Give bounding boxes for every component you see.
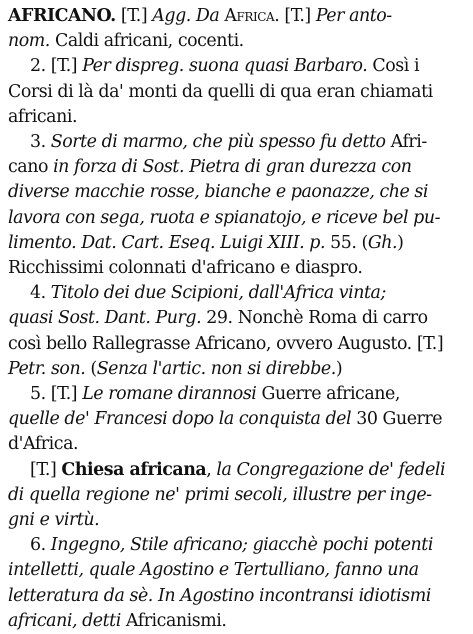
- text-line: [8, 558, 465, 583]
- example-text: d'Africa.: [8, 434, 79, 455]
- text-line: [8, 54, 465, 79]
- text-line: [8, 407, 465, 432]
- text-line: [8, 432, 465, 457]
- source-tag: [T.]: [30, 459, 62, 480]
- text-line: [8, 483, 465, 508]
- citation-text: limento. Dat. Cart. Eseq. Luigi XIII. p.: [8, 232, 326, 253]
- sense-number: 2. [T.]: [30, 56, 83, 77]
- definition-text: letteratura da sè. In Agostino incontransi idiotismi: [8, 585, 431, 606]
- sense-4-paragraph: [8, 281, 465, 306]
- example-text: Corsi di là da' monti da quelli di qua eran chiamati: [8, 81, 433, 102]
- definition-text: quelle de' Francesi dopo la conquista del: [8, 409, 352, 430]
- usage-note: nom.: [8, 31, 50, 52]
- text-line: [8, 231, 465, 256]
- sub-headword: Chiesa africana: [61, 459, 207, 480]
- example-text: Africanismi.: [120, 610, 227, 631]
- text-line: [8, 130, 465, 155]
- text-line: [8, 458, 465, 483]
- example-text: cano: [8, 157, 54, 178]
- text-line: [8, 382, 465, 407]
- text-line: [8, 180, 465, 205]
- text-line: [8, 306, 465, 331]
- example-text: Caldi africani, cocenti.: [49, 31, 244, 52]
- text-line: [8, 155, 465, 180]
- sense-number: 3.: [30, 132, 51, 153]
- text-line: [8, 4, 465, 29]
- usage-note: Senza l'artic. non si direbbe.: [96, 358, 336, 379]
- example-text: africani.: [8, 106, 78, 127]
- grammar-note: Agg. Da: [152, 6, 225, 26]
- citation-text: quasi Sost. Dant. Purg.: [8, 308, 202, 329]
- definition-text: in forza di Sost. Pietra di gran durezza con: [53, 157, 412, 178]
- text-line: [8, 281, 465, 306]
- sense-2-paragraph: [8, 54, 465, 79]
- text-line: [8, 533, 465, 558]
- origin-word: Africa: [224, 6, 275, 26]
- definition-text: africani, detti: [8, 610, 121, 631]
- sense-3-paragraph: [8, 130, 465, 155]
- definition-text: gni e virtù.: [8, 510, 100, 531]
- citation-text: Petr. son.: [8, 358, 86, 379]
- text-line: [8, 609, 465, 634]
- text-line: [8, 206, 465, 231]
- citation-number: 55. (: [325, 232, 368, 253]
- sub-entry-paragraph: [8, 458, 465, 483]
- definition-text: Ingegno, Stile africano; giacchè pochi potenti: [50, 535, 433, 556]
- text-line: [8, 357, 465, 382]
- text-line: [8, 105, 465, 130]
- example-text: Ricchissimi colonnati d'africano e diaspro.: [8, 258, 363, 279]
- usage-note: Per anto-: [315, 6, 392, 26]
- sense-number: 6.: [30, 535, 51, 556]
- definition-text: Le romane dirannosi: [82, 384, 257, 405]
- example-text: 30 Guerre: [351, 409, 443, 430]
- source-tag: [T.]: [120, 6, 153, 26]
- text-line: [8, 584, 465, 609]
- definition-text: Per dispreg. suona quasi Barbaro.: [82, 56, 368, 77]
- text-line: [8, 508, 465, 533]
- example-text: così bello Rallegrasse Africano, ovvero Augusto. [T.]: [8, 333, 444, 354]
- definition-text: intelletti, quale Agostino e Tertulliano, fanno una: [8, 560, 419, 581]
- text-line: [8, 332, 465, 357]
- text-line: [8, 80, 465, 105]
- example-text: Afri-: [385, 132, 427, 153]
- sense-3-continuation: [8, 155, 465, 281]
- sense-4-continuation: [8, 306, 465, 382]
- headword: AFRICANO.: [8, 6, 116, 26]
- example-text: Guerre africane,: [256, 384, 400, 405]
- sense-5-continuation: [8, 407, 465, 457]
- definition-text: Sorte di marmo, che più spesso fu detto: [50, 132, 386, 153]
- definition-text: Titolo dei due Scipioni, dall'Africa vinta;: [50, 283, 386, 304]
- citation-close: ): [397, 232, 404, 253]
- definition-text: la Congregazione de' fedeli: [216, 459, 446, 480]
- definition-text: lavora con sega, ruota e spianatojo, e riceve bel pu-: [8, 207, 441, 228]
- sense-6-paragraph: [8, 533, 465, 558]
- sense-number: 5. [T.]: [30, 384, 83, 405]
- separator: ,: [206, 459, 217, 480]
- sense-6-continuation: [8, 558, 465, 634]
- citation-source: Gh.: [367, 232, 398, 253]
- text-line: [8, 256, 465, 281]
- text-line: [8, 29, 465, 54]
- example-text: Così i: [367, 56, 420, 77]
- sense-5-paragraph: [8, 382, 465, 407]
- sub-entry-continuation: [8, 483, 465, 533]
- sense-2-continuation: [8, 80, 465, 130]
- definition-text: di quella regione ne' primi secoli, illustre per inge-: [8, 484, 432, 505]
- definition-text: diverse macchie rosse, bianche e paonazze, che si: [8, 182, 429, 203]
- sense-number: 4.: [30, 283, 51, 304]
- paren-close: ): [335, 358, 343, 379]
- example-text: 29. Nonchè Roma di carro: [201, 308, 428, 329]
- paren-open: (: [85, 358, 97, 379]
- source-tag: . [T.]: [274, 6, 316, 26]
- sense-1-paragraph: [8, 4, 465, 54]
